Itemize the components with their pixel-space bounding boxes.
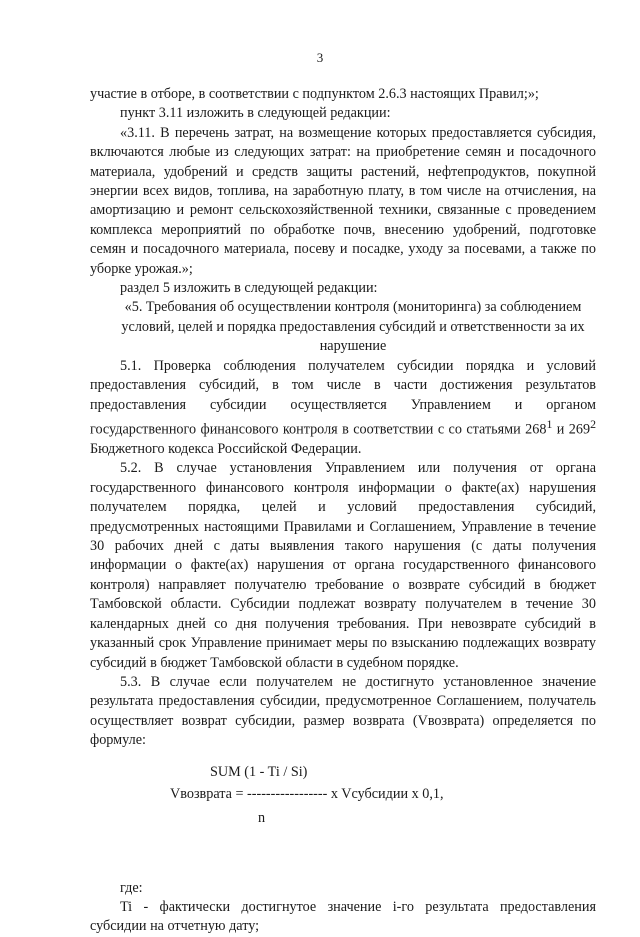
- formula-numerator: SUM (1 - Ti / Si): [210, 763, 308, 780]
- formula-denominator: n: [258, 809, 266, 826]
- section-5-heading: «5. Требования об осуществлении контроля (мониторинга) за соблюдением условий, целей и порядка предоставления субсидий и ответственности за их нарушение: [121, 299, 585, 355]
- ti-definition: Ti - фактически достигнутое значение i-го результата предоставления субсидии на отчетную дату;: [90, 898, 596, 935]
- formula-line: Vвозврата = ----------------- x Vсубсидии x 0,1,: [170, 785, 444, 802]
- p51-text-end: Бюджетного кодекса Российской Федерации.: [90, 441, 362, 458]
- refund-formula: [90, 763, 596, 843]
- p51-superscript-2: 2: [590, 416, 597, 431]
- paragraph-311: «3.11. В перечень затрат, на возмещение которых предоставляется субсидия, включаются любые из следующих затрат: на приобретение семян и посадочного материала, удобрений и средств защиты растений, нефтепродуктов, покупной энергии всех видов, топлива, на заработную плату, в том числе на отчисления, на амортизацию и ремонт сельскохозяйственной техники, связанные с проведением комплекса мероприятий по обработке почв, внесению удобрений, подготовке семян и посадочного материала, посеву и посадке, уходу за посевами, а также по уборке урожая.»;: [90, 124, 596, 277]
- paragraph-continued: участие в отборе, в соответствии с подпунктом 2.6.3 настоящих Правил;»;: [90, 86, 539, 102]
- p51-superscript-1: 1: [546, 416, 553, 431]
- where-label: где:: [120, 879, 143, 896]
- page-number: 3: [316, 50, 324, 65]
- paragraph-5-1: [90, 357, 596, 460]
- paragraph-5-2: 5.2. В случае установления Управлением или получения от органа государственного финансового контроля информации о факте(ах) нарушения получателем порядка, целей и условий предоставления субсидий, предусмотренных настоящими Правилами и Соглашением, Управление в течение 30 рабочих дней с даты выявления такого нарушения (с даты получения информации о факте(ах) нарушения от органа государственного финансового контроля) направляет получателю требование о возврате субсидий в бюджет Тамбовской области. Субсидии подлежат возврату получателем в течение 30 календарных дней со дня получения требования. При невозврате субсидий в указанный срок Управление принимает меры по взысканию подлежащих возврату субсидий в бюджет Тамбовской области в судебном порядке.: [90, 460, 596, 671]
- p51-text-mid: и 269: [552, 421, 591, 438]
- p51-text-start: 5.1. Проверка соблюдения получателем субсидии порядка и условий предоставления субсидий, в том числе в части достижения результатов предоставления субсидии осуществляется Управлением и органом государственного финансового контроля в соответствии с со статьями 268: [90, 357, 596, 438]
- paragraph-section5-intro: раздел 5 изложить в следующей редакции:: [120, 280, 378, 297]
- paragraph-5-3: 5.3. В случае если получателем не достигнуто установленное значение результата предоставления субсидии, предусмотренное Соглашением, получатель осуществляет возврат субсидии, размер возврата (Vвозврата) определяется по формуле:: [90, 673, 596, 749]
- paragraph-item-311-intro: пункт 3.11 изложить в следующей редакции:: [120, 105, 391, 122]
- document-body: [90, 85, 596, 937]
